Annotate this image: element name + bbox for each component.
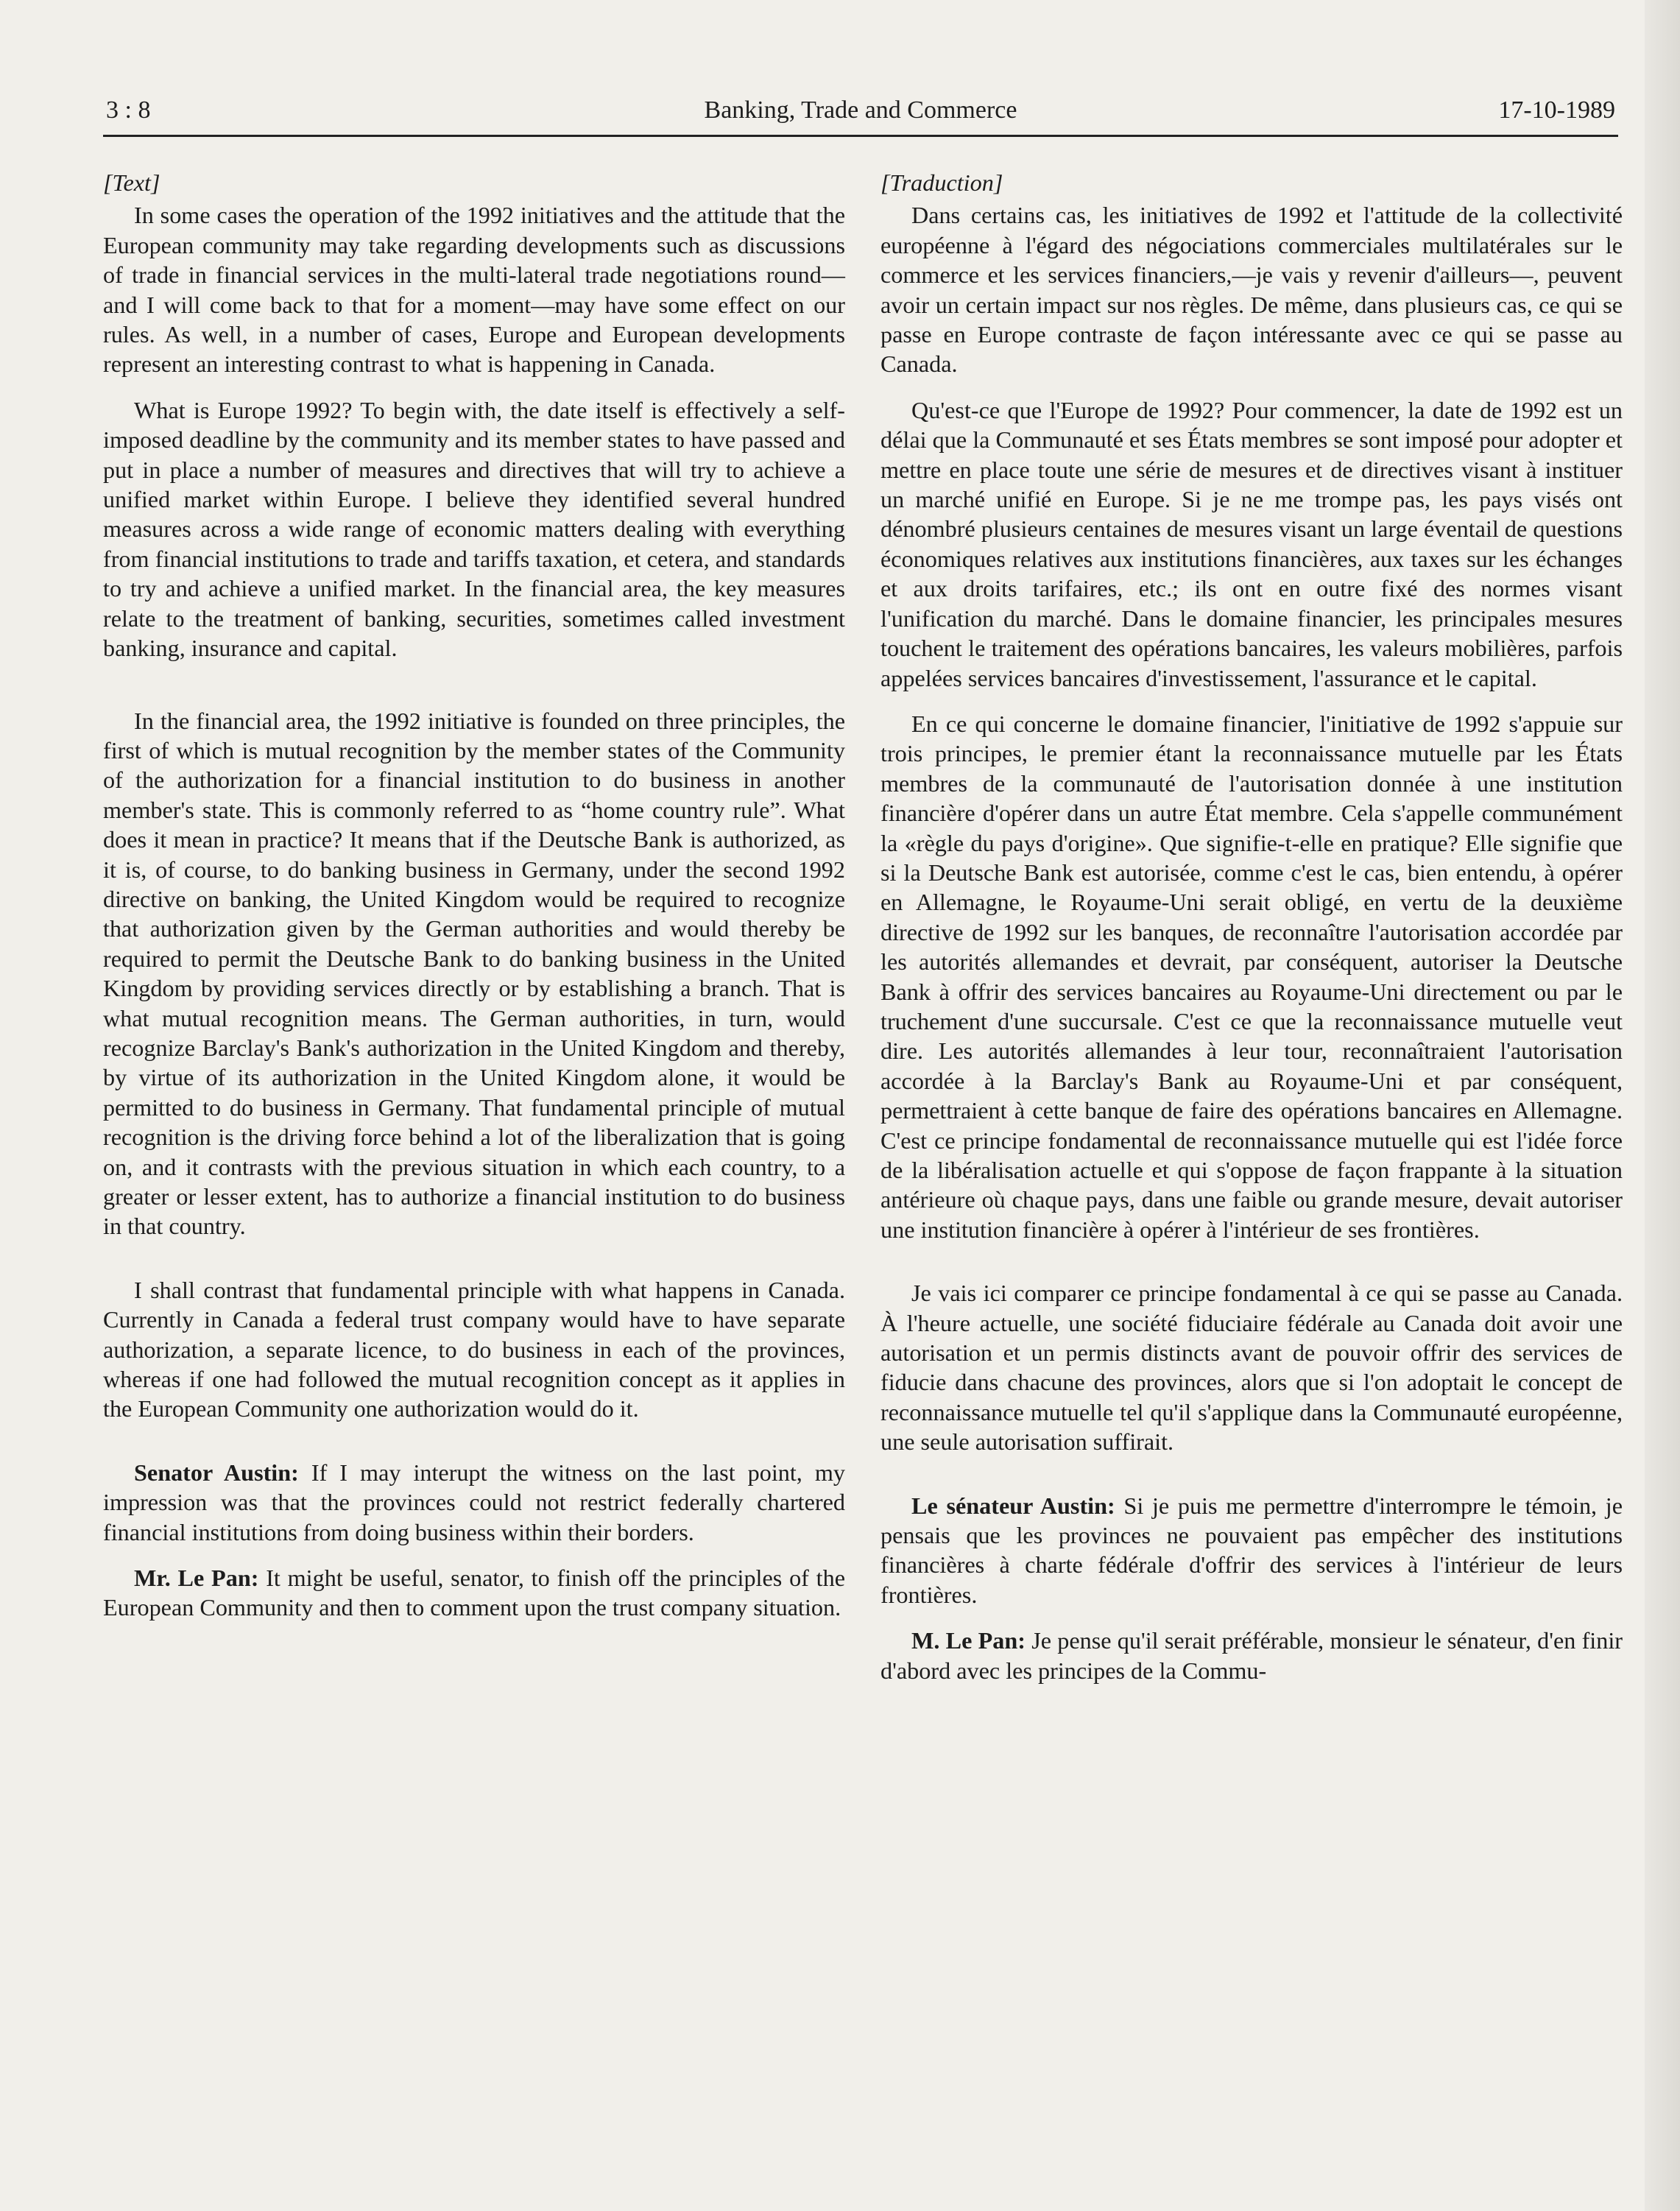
french-column [880, 168, 1623, 1685]
speech-text: It might be useful, senator, to finish off the principles of the European Community and then to comment upon the trust company situation. [103, 1565, 845, 1621]
header-date: 17-10-1989 [1498, 96, 1615, 124]
speaker-paragraph [103, 1458, 845, 1547]
paragraph: In the financial area, the 1992 initiative is founded on three principles, the first of which is mutual recognition by the member states of the Community of the authorization for a financial institution to do business in another member's state. This is commonly referred to as “home country rule”. What does it mean in practice? It means that if the Deutsche Bank is authorized, as it is, of course, to do banking business in Germany, under the second 1992 directive on banking, the United Kingdom would be required to recognize that authorization given by the German authorities and would thereby be required to permit the Deutsche Bank to do banking business in the United Kingdom by providing services directly or by establishing a branch. That is what mutual recognition means. The German authorities, in turn, would recognize Barclay's Bank's authorization in the United Kingdom and thereby, by virtue of its authorization in the United Kingdom alone, it would be permitted to do business in Germany. That fundamental principle of mutual recognition is the driving force behind a lot of the liberalization that is going on, and it contrasts with the previous situation in which each country, to a greater or lesser extent, has to authorize a financial institution to do business in that country. [103, 707, 845, 1240]
column-language-tag: [Text] [103, 169, 160, 196]
paragraph: En ce qui concerne le domaine financier, l'initiative de 1992 s'appuie sur trois principes, le premier étant la reconnaissance mutuelle par les États membres de la communauté de l'autorisation donnée à une institution financière d'opérer dans un autre État membre. Cela s'appelle communément la «règle du pays d'origine». Que signifie-t-elle en pratique? Elle signifie que si la Deutsche Bank est autorisée, comme c'est le cas, bien entendu, à opérer en Allemagne, le Royaume-Uni serait obligé, en vertu de la deuxième directive de 1992 sur les banques, de reconnaître l'autorisation accordée par les autorités allemandes et devrait, par conséquent, autoriser la Deutsche Bank à offrir des services bancaires au Royaume-Uni directement ou par le truchement d'une succursale. C'est ce que la reconnaissance mutuelle veut dire. Les autorités allemandes à leur tour, reconnaîtraient l'autorisation accordée à la Barclay's Bank au Royaume-Uni et par conséquent, permettraient à cette banque de faire des opérations bancaires en Allemagne. C'est ce principe fondamental de reconnaissance mutuelle qui est l'idée force de la libéralisation actuelle et qui s'oppose de façon frappante à la situation antérieure où chaque pays, dans une faible ou grande mesure, devait autoriser une institution financière à opérer à l'intérieur de ses frontières. [880, 710, 1623, 1243]
speech-text: Si je puis me permettre d'interrompre le témoin, je pensais que les provinces ne pouvaient pas empêcher des institutions financières à charte fédérale d'offrir des services à l'intérieur de leurs frontières. [880, 1492, 1623, 1608]
speaker-name: Senator Austin: [134, 1459, 299, 1486]
speaker-paragraph [880, 1491, 1623, 1610]
speaker-name: Mr. Le Pan: [134, 1565, 259, 1592]
column-language-tag: [Traduction] [880, 169, 1003, 196]
english-column [103, 168, 845, 1623]
paragraph: Je vais ici comparer ce principe fondamental à ce qui se passe au Canada. À l'heure actuelle, une société fiduciaire fédérale au Canada doit avoir une autorisation et un permis distincts avant de pouvoir offrir des services de fiducie dans chacune des provinces, alors que si l'on adoptait le concept de reconnaissance mutuelle tel qu'il s'applique dans la Communauté européenne, une seule autorisation suffirait. [880, 1280, 1623, 1456]
paragraph: Qu'est-ce que l'Europe de 1992? Pour commencer, la date de 1992 est un délai que la Communauté et ses États membres se sont imposé pour adopter et mettre en place toute une série de mesures et de directives visant à instituer un marché unifié en Europe. Si je ne me trompe pas, les pays visés ont dénombré plusieurs centaines de mesures visant un large éventail de questions économiques relatives aux institutions financières, aux taxes sur les échanges et aux droits tarifaires, etc.; ils ont en outre fixé des normes visant l'unification du marché. Dans le domaine financier, les principales mesures touchent le traitement des opérations bancaires, les valeurs mobilières, parfois appelées services bancaires d'investissement, l'assurance et le capital. [880, 396, 1623, 691]
speaker-name: M. Le Pan: [911, 1627, 1026, 1654]
page-header [103, 92, 1618, 137]
speaker-paragraph [880, 1626, 1623, 1685]
speaker-paragraph [103, 1563, 845, 1623]
speaker-name: Le sénateur Austin: [911, 1492, 1115, 1519]
speech-text: If I may interupt the witness on the last point, my impression was that the provinces could not restrict federally chartered financial institutions from doing business within their borders. [103, 1459, 845, 1545]
paragraph: Dans certains cas, les initiatives de 1992 et l'attitude de la collectivité européenne à l'égard des négociations commerciales multilatérales sur le commerce et les services financiers,—je vais y revenir d'ailleurs—, peuvent avoir un certain impact sur nos règles. De même, dans plusieurs cas, ce qui se passe en Europe contraste de façon intéressante avec ce qui se passe au Canada. [880, 202, 1623, 378]
page-edge [1645, 0, 1680, 2211]
speech-text: Je pense qu'il serait préférable, monsieur le sénateur, d'en finir d'abord avec les principes de la Commu- [880, 1627, 1623, 1684]
paragraph: In some cases the operation of the 1992 initiatives and the attitude that the European community may take regarding developments such as discussions of trade in financial services in the multi-lateral trade negotiations round—and I will come back to that for a moment—may have some effect on our rules. As well, in a number of cases, Europe and European developments represent an interesting contrast to what is happening in Canada. [103, 202, 845, 378]
paragraph: I shall contrast that fundamental principle with what happens in Canada. Currently in Canada a federal trust company would have to have separate authorization, a separate licence, to do business in each of the provinces, whereas if one had followed the mutual recognition concept as it applies in the European Community one authorization would do it. [103, 1276, 845, 1422]
page-number: 3 : 8 [106, 96, 151, 124]
paragraph: What is Europe 1992? To begin with, the date itself is effectively a self-imposed deadline by the community and its member states to have passed and put in place a number of measures and directives that will try to achieve a unified market within Europe. I believe they identified several hundred measures across a wide range of economic matters dealing with everything from financial institutions to trade and tariffs taxation, et cetera, and standards to try and achieve a unified market. In the financial area, the key measures relate to the treatment of banking, securities, sometimes called investment banking, insurance and capital. [103, 396, 845, 662]
running-title: Banking, Trade and Commerce [704, 96, 1017, 124]
